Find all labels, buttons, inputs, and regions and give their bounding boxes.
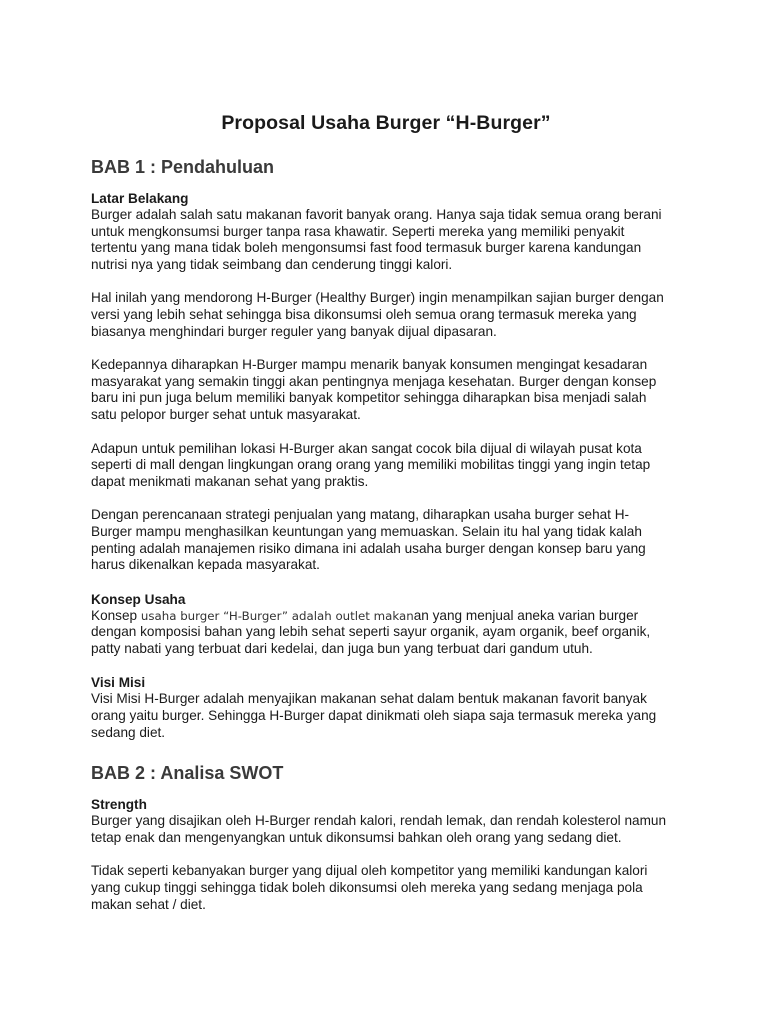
latar-belakang-paragraph-2: Hal inilah yang mendorong H-Burger (Healthy Burger) ingin menampilkan sajian burger dengan versi yang lebih sehat sehingga bisa dikonsumsi oleh semua orang termasuk mereka yang biasanya menghindari burger reguler yang banyak dijual dipasaran.	[91, 290, 664, 339]
section-strength	[91, 796, 681, 913]
latar-belakang-paragraph-5: Dengan perencanaan strategi penjualan yang matang, diharapkan usaha burger sehat H- Burger mampu menghasilkan keuntungan yang memuaskan. Selain itu hal yang tidak kalah penting adalah manajemen risiko dimana ini adalah usaha burger dengan konsep baru yang harus dikenalkan kepada masyarakat.	[91, 507, 646, 573]
strength-paragraph-2: Tidak seperti kebanyakan burger yang dijual oleh kompetitor yang memiliki kandungan kalori yang cukup tinggi sehingga tidak boleh dikonsumsi oleh mereka yang sedang menjaga pola makan sehat / diet.	[91, 863, 648, 912]
strength-heading: Strength	[91, 797, 147, 813]
konsep-usaha-paragraph	[91, 608, 681, 658]
bab1-heading: BAB 1 : Pendahuluan	[91, 157, 275, 177]
latar-belakang-heading: Latar Belakang	[91, 191, 189, 206]
latar-belakang-paragraph-1: Burger adalah salah satu makanan favorit banyak orang. Hanya saja tidak semua orang berani untuk mengkonsumsi burger tanpa rasa khawatir. Seperti mereka yang memiliki penyakit tertentu yang mana tidak boleh mengonsumsi fast food termasuk burger karena kandungan nutrisi nya yang tidak seimbang dan cenderung tinggi kalori.	[91, 207, 662, 272]
konsep-usaha-heading: Konsep Usaha	[91, 591, 186, 607]
document-page	[91, 112, 681, 930]
section-visi-misi	[91, 674, 681, 741]
visi-misi-paragraph: Visi Misi H-Burger adalah menyajikan makanan sehat dalam bentuk makanan favorit banyak orang yaitu burger. Sehingga H-Burger dapat dinikmati oleh siapa saja termasuk mereka yang sedang diet.	[91, 691, 657, 740]
latar-belakang-paragraph-3: Kedepannya diharapkan H-Burger mampu menarik banyak konsumen mengingat kesadaran masyarakat yang semakin tinggi akan pentingnya menjaga kesehatan. Burger dengan konsep baru ini pun juga belum memiliki banyak kompetitor sehingga diharapkan bisa menjadi salah satu pelopor burger sehat untuk masyarakat.	[91, 357, 657, 422]
section-konsep-usaha	[91, 591, 681, 658]
latar-belakang-paragraph-4: Adapun untuk pemilihan lokasi H-Burger akan sangat cocok bila dijual di wilayah pusat kota seperti di mall dengan lingkungan orang orang yang memiliki mobilitas tinggi yang ingin tetap dapat menikmati makanan sehat yang praktis.	[91, 440, 651, 489]
konsep-usaha-rest: an yang menjual aneka varian burger dengan komposisi bahan yang lebih sehat seperti sayur organik, ayam organik, beef organik, patty nabati yang terbuat dari kedelai, dan juga bun yang terbuat dari gandum utuh.	[91, 607, 651, 656]
konsep-usaha-inline-text: usaha burger “H-Burger” adalah outlet makan	[140, 608, 414, 623]
section-latar-belakang	[91, 190, 681, 574]
visi-misi-heading: Visi Misi	[91, 675, 146, 691]
document-title: Proposal Usaha Burger “H-Burger”	[221, 112, 551, 134]
bab2-heading: BAB 2 : Analisa SWOT	[91, 763, 284, 784]
konsep-usaha-lead: Konsep	[91, 607, 141, 623]
strength-paragraph-1: Burger yang disajikan oleh H-Burger rendah kalori, rendah lemak, dan rendah kolesterol namun tetap enak dan mengenyangkan untuk dikonsumsi bahkan oleh orang yang sedang diet.	[91, 813, 667, 845]
